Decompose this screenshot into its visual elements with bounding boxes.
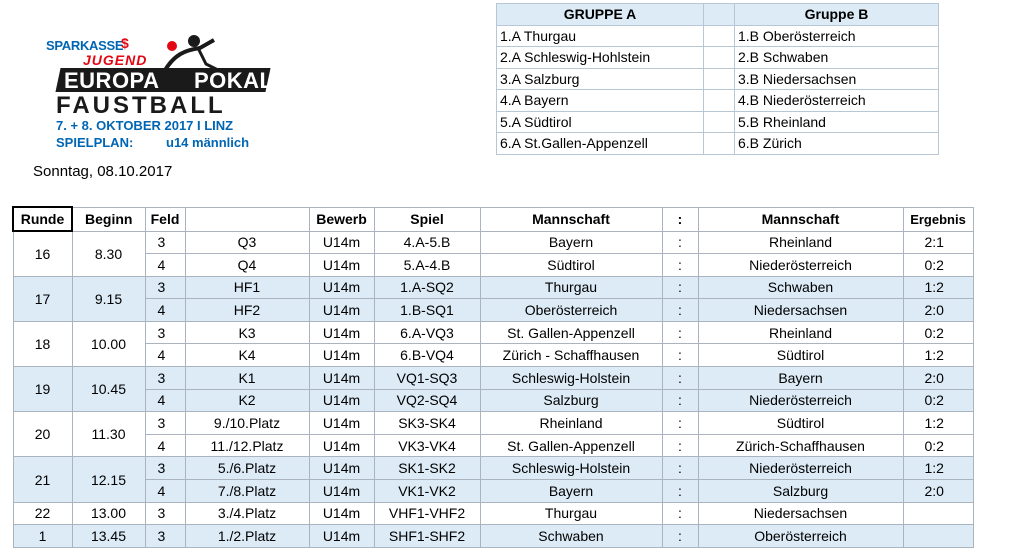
group-spacer	[704, 133, 735, 155]
cell-bezeichnung: K4	[185, 344, 309, 367]
cell-ergebnis: 1:2	[903, 344, 973, 367]
cell-team1: Thurgau	[480, 276, 662, 299]
cell-colon: :	[662, 254, 698, 277]
group-row	[497, 68, 939, 90]
cell-colon: :	[662, 367, 698, 390]
cell-team2: Südtirol	[698, 344, 903, 367]
cell-ergebnis: 0:2	[903, 434, 973, 457]
cell-runde: 16	[13, 231, 72, 276]
cell-runde: 22	[13, 502, 72, 525]
cell-bewerb: U14m	[309, 254, 374, 277]
cell-beginn: 9.15	[72, 276, 145, 321]
table-row	[13, 367, 973, 390]
table-row	[13, 344, 973, 367]
cell-team2: Niederösterreich	[698, 254, 903, 277]
cell-beginn: 10.00	[72, 321, 145, 366]
cell-bewerb: U14m	[309, 231, 374, 254]
cell-ergebnis: 2:0	[903, 367, 973, 390]
cell-runde: 1	[13, 525, 72, 548]
groups-table	[496, 3, 939, 155]
table-row	[13, 321, 973, 344]
cell-colon: :	[662, 389, 698, 412]
cell-runde: 20	[13, 412, 72, 457]
table-row	[13, 434, 973, 457]
cell-team2: Salzburg	[698, 480, 903, 503]
cell-feld: 4	[145, 434, 185, 457]
cell-team2: Rheinland	[698, 321, 903, 344]
group-a-entry: 4.A Bayern	[497, 90, 704, 112]
col-team1: Mannschaft	[480, 207, 662, 231]
cell-colon: :	[662, 299, 698, 322]
event-logo	[46, 34, 276, 156]
schedule-table	[12, 206, 974, 548]
cell-colon: :	[662, 231, 698, 254]
cell-team1: Schleswig-Holstein	[480, 367, 662, 390]
cell-team1: Bayern	[480, 231, 662, 254]
cell-bezeichnung: K1	[185, 367, 309, 390]
cell-team2: Niedersachsen	[698, 502, 903, 525]
group-row	[497, 25, 939, 47]
group-b-entry: 3.B Niedersachsen	[735, 68, 939, 90]
group-row	[497, 47, 939, 69]
cell-team2: Niedersachsen	[698, 299, 903, 322]
schedule-header-row	[13, 207, 973, 231]
cell-spiel: 6.B-VQ4	[374, 344, 480, 367]
cell-team1: Bayern	[480, 480, 662, 503]
col-runde: Runde	[13, 207, 72, 231]
cell-beginn: 11.30	[72, 412, 145, 457]
group-spacer	[704, 68, 735, 90]
schedule-body	[13, 231, 973, 547]
cell-bezeichnung: 1./2.Platz	[185, 525, 309, 548]
cell-bezeichnung: 11./12.Platz	[185, 434, 309, 457]
logo-category: u14 männlich	[166, 135, 250, 150]
group-spacer	[704, 47, 735, 69]
cell-beginn: 8.30	[72, 231, 145, 276]
cell-bewerb: U14m	[309, 480, 374, 503]
cell-spiel: VQ1-SQ3	[374, 367, 480, 390]
cell-feld: 3	[145, 525, 185, 548]
cell-team2: Niederösterreich	[698, 457, 903, 480]
cell-team2: Niederösterreich	[698, 389, 903, 412]
groups-body	[497, 25, 939, 154]
logo-sparkasse: SPARKASSE	[46, 38, 124, 53]
cell-feld: 4	[145, 480, 185, 503]
col-ergebnis: Ergebnis	[903, 207, 973, 231]
col-spiel: Spiel	[374, 207, 480, 231]
cell-team1: Schwaben	[480, 525, 662, 548]
cell-bewerb: U14m	[309, 321, 374, 344]
cell-feld: 3	[145, 412, 185, 435]
col-colon: :	[662, 207, 698, 231]
cell-bezeichnung: K3	[185, 321, 309, 344]
group-spacer	[704, 25, 735, 47]
logo-jugend: JUGEND	[83, 52, 148, 68]
cell-bezeichnung: Q4	[185, 254, 309, 277]
cell-colon: :	[662, 321, 698, 344]
cell-beginn: 12.15	[72, 457, 145, 502]
cell-beginn: 10.45	[72, 367, 145, 412]
table-row	[13, 480, 973, 503]
group-a-entry: 6.A St.Gallen-Appenzell	[497, 133, 704, 155]
cell-colon: :	[662, 434, 698, 457]
cell-bezeichnung: HF1	[185, 276, 309, 299]
cell-team1: Thurgau	[480, 502, 662, 525]
cell-runde: 18	[13, 321, 72, 366]
cell-team1: Südtirol	[480, 254, 662, 277]
cell-colon: :	[662, 502, 698, 525]
cell-feld: 3	[145, 457, 185, 480]
col-feld: Feld	[145, 207, 185, 231]
cell-team1: Oberösterreich	[480, 299, 662, 322]
table-row	[13, 457, 973, 480]
cell-team1: St. Gallen-Appenzell	[480, 434, 662, 457]
cell-runde: 21	[13, 457, 72, 502]
groups-header-row	[497, 4, 939, 26]
cell-beginn: 13.45	[72, 525, 145, 548]
group-row	[497, 90, 939, 112]
cell-bewerb: U14m	[309, 367, 374, 390]
cell-ergebnis: 2:0	[903, 299, 973, 322]
cell-feld: 3	[145, 231, 185, 254]
cell-bezeichnung: HF2	[185, 299, 309, 322]
cell-beginn: 13.00	[72, 502, 145, 525]
cell-spiel: 1.B-SQ1	[374, 299, 480, 322]
cell-team2: Bayern	[698, 367, 903, 390]
group-b-entry: 5.B Rheinland	[735, 111, 939, 133]
cell-colon: :	[662, 457, 698, 480]
cell-bezeichnung: 5./6.Platz	[185, 457, 309, 480]
cell-bezeichnung: 7./8.Platz	[185, 480, 309, 503]
cell-feld: 4	[145, 389, 185, 412]
group-spacer-header	[704, 4, 735, 26]
cell-bezeichnung: K2	[185, 389, 309, 412]
cell-runde: 17	[13, 276, 72, 321]
group-row	[497, 111, 939, 133]
group-b-entry: 1.B Oberösterreich	[735, 25, 939, 47]
cell-feld: 4	[145, 299, 185, 322]
cell-runde: 19	[13, 367, 72, 412]
cell-team1: Rheinland	[480, 412, 662, 435]
col-bezeichnung	[185, 207, 309, 231]
table-row	[13, 389, 973, 412]
cell-spiel: SK3-SK4	[374, 412, 480, 435]
cell-spiel: VK3-VK4	[374, 434, 480, 457]
col-beginn: Beginn	[72, 207, 145, 231]
group-a-entry: 2.A Schleswig-Hohlstein	[497, 47, 704, 69]
cell-bezeichnung: 9./10.Platz	[185, 412, 309, 435]
cell-ergebnis: 0:2	[903, 254, 973, 277]
group-a-header: GRUPPE A	[497, 4, 704, 26]
cell-ergebnis: 1:2	[903, 412, 973, 435]
group-a-entry: 5.A Südtirol	[497, 111, 704, 133]
cell-ergebnis: 0:2	[903, 321, 973, 344]
cell-bezeichnung: Q3	[185, 231, 309, 254]
group-b-entry: 6.B Zürich	[735, 133, 939, 155]
cell-bewerb: U14m	[309, 389, 374, 412]
cell-feld: 3	[145, 321, 185, 344]
group-spacer	[704, 111, 735, 133]
cell-bewerb: U14m	[309, 457, 374, 480]
cell-team2: Oberösterreich	[698, 525, 903, 548]
cell-bewerb: U14m	[309, 502, 374, 525]
cell-colon: :	[662, 276, 698, 299]
logo-europa: EUROPA	[64, 68, 160, 93]
cell-ergebnis: 1:2	[903, 457, 973, 480]
cell-ergebnis	[903, 525, 973, 548]
col-bewerb: Bewerb	[309, 207, 374, 231]
cell-team1: Salzburg	[480, 389, 662, 412]
cell-feld: 3	[145, 502, 185, 525]
logo-spielplan: SPIELPLAN:	[56, 135, 134, 150]
cell-feld: 3	[145, 367, 185, 390]
table-row	[13, 254, 973, 277]
cell-colon: :	[662, 480, 698, 503]
cell-spiel: 1.A-SQ2	[374, 276, 480, 299]
table-row	[13, 299, 973, 322]
cell-spiel: 4.A-5.B	[374, 231, 480, 254]
cell-ergebnis: 2:0	[903, 480, 973, 503]
group-b-entry: 4.B Niederösterreich	[735, 90, 939, 112]
cell-team2: Schwaben	[698, 276, 903, 299]
cell-spiel: VK1-VK2	[374, 480, 480, 503]
cell-spiel: VHF1-VHF2	[374, 502, 480, 525]
cell-spiel: VQ2-SQ4	[374, 389, 480, 412]
cell-spiel: 5.A-4.B	[374, 254, 480, 277]
cell-ergebnis: 1:2	[903, 276, 973, 299]
logo-sparkasse-symbol: $	[121, 35, 129, 51]
cell-feld: 3	[145, 276, 185, 299]
group-row	[497, 133, 939, 155]
cell-spiel: 6.A-VQ3	[374, 321, 480, 344]
cell-bewerb: U14m	[309, 525, 374, 548]
cell-bewerb: U14m	[309, 434, 374, 457]
col-team2: Mannschaft	[698, 207, 903, 231]
cell-bewerb: U14m	[309, 299, 374, 322]
cell-bezeichnung: 3./4.Platz	[185, 502, 309, 525]
cell-colon: :	[662, 412, 698, 435]
logo-faustball: FAUSTBALL	[56, 92, 226, 119]
cell-team1: St. Gallen-Appenzell	[480, 321, 662, 344]
cell-feld: 4	[145, 254, 185, 277]
cell-team1: Schleswig-Holstein	[480, 457, 662, 480]
table-row	[13, 525, 973, 548]
table-row	[13, 412, 973, 435]
cell-team1: Zürich - Schaffhausen	[480, 344, 662, 367]
group-b-entry: 2.B Schwaben	[735, 47, 939, 69]
logo-pokal: POKAL	[194, 68, 274, 93]
table-row	[13, 276, 973, 299]
cell-spiel: SK1-SK2	[374, 457, 480, 480]
group-b-header: Gruppe B	[735, 4, 939, 26]
cell-bewerb: U14m	[309, 276, 374, 299]
cell-bewerb: U14m	[309, 344, 374, 367]
table-row	[13, 502, 973, 525]
cell-team2: Zürich-Schaffhausen	[698, 434, 903, 457]
cell-team2: Südtirol	[698, 412, 903, 435]
cell-ergebnis: 2:1	[903, 231, 973, 254]
date-line: Sonntag, 08.10.2017	[33, 163, 173, 180]
cell-colon: :	[662, 525, 698, 548]
cell-feld: 4	[145, 344, 185, 367]
cell-team2: Rheinland	[698, 231, 903, 254]
group-a-entry: 1.A Thurgau	[497, 25, 704, 47]
cell-spiel: SHF1-SHF2	[374, 525, 480, 548]
cell-bewerb: U14m	[309, 412, 374, 435]
cell-ergebnis	[903, 502, 973, 525]
logo-event-date: 7. + 8. OKTOBER 2017 I LINZ	[56, 118, 234, 133]
cell-ergebnis: 0:2	[903, 389, 973, 412]
group-spacer	[704, 90, 735, 112]
group-a-entry: 3.A Salzburg	[497, 68, 704, 90]
cell-colon: :	[662, 344, 698, 367]
table-row	[13, 231, 973, 254]
